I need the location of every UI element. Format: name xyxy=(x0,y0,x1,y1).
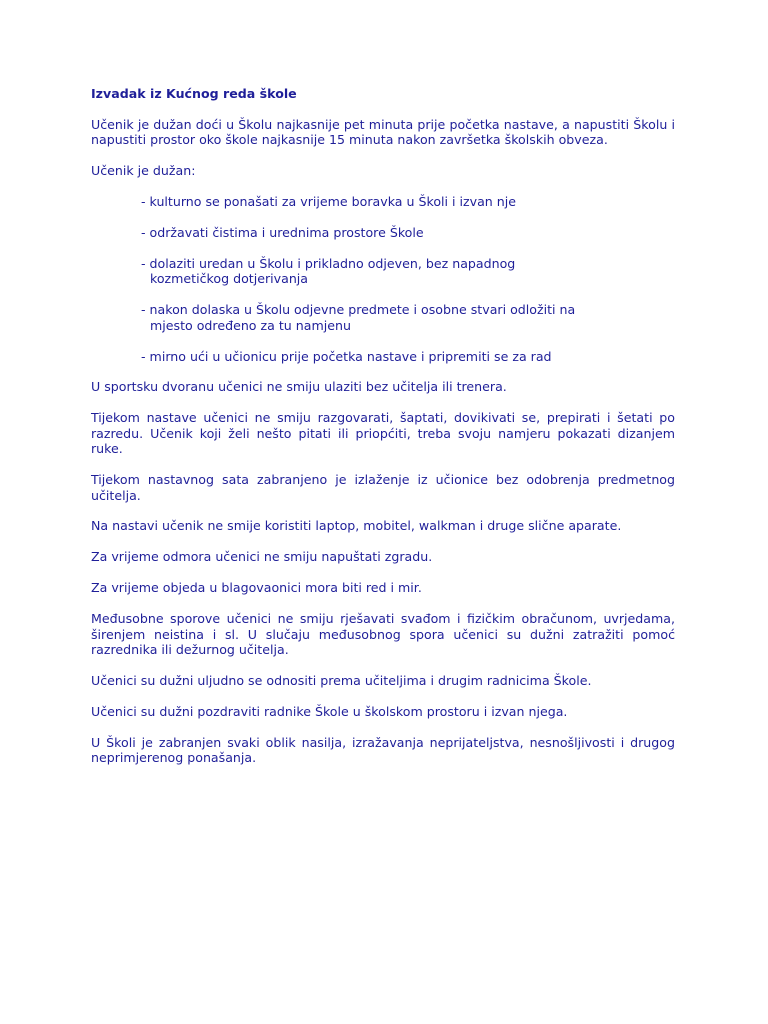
paragraph-sports-hall: U sportsku dvoranu učenici ne smiju ulaziti bez učitelja ili trenera. xyxy=(91,379,507,395)
list-item: - dolaziti uredan u Školu i prikladno odjeven, bez napadnog kozmetičkog dotjerivanja xyxy=(141,255,516,287)
document-page xyxy=(91,86,675,765)
paragraph-politeness: Učenici su dužni uljudno se odnositi prema učiteljima i drugim radnicima Škole. xyxy=(91,672,592,688)
paragraph-arrival: Učenik je dužan doći u Školu najkasnije pet minuta prije početka nastave, a napustiti Školu i napustiti prostor oko škole najkasnije 15 minuta nakon završetka školskih obveza. xyxy=(91,116,675,148)
paragraph-duties-intro: Učenik je dužan: xyxy=(91,163,196,179)
paragraph-devices: Na nastavi učenik ne smije koristiti laptop, mobitel, walkman i druge slične aparate. xyxy=(91,518,622,534)
paragraph-leaving-class: Tijekom nastavnog sata zabranjeno je izlaženje iz učionice bez odobrenja predmetnog učitelja. xyxy=(91,472,675,503)
list-item: - kulturno se ponašati za vrijeme boravka u Školi i izvan nje xyxy=(141,194,517,210)
paragraph-dining: Za vrijeme objeda u blagovaonici mora biti red i mir. xyxy=(91,580,422,596)
duties-list xyxy=(91,194,675,364)
paragraph-class-behavior: Tijekom nastave učenici ne smiju razgovarati, šaptati, dovikivati se, prepirati i šetati po razredu. Učenik koji želi nešto pitati ili priopćiti, treba svoju namjeru pokazati dizanjem ruke. xyxy=(91,410,675,457)
paragraph-greeting: Učenici su dužni pozdraviti radnike Škole u školskom prostoru i izvan njega. xyxy=(91,703,568,719)
list-item: - nakon dolaska u Školu odjevne predmete i osobne stvari odložiti na mjesto određeno za tu namjenu xyxy=(141,302,576,333)
paragraph-violence: U Školi je zabranjen svaki oblik nasilja, izražavanja neprijateljstva, nesnošljivosti i drugog neprimjerenog ponašanja. xyxy=(91,734,675,766)
list-item: - mirno ući u učionicu prije početka nastave i pripremiti se za rad xyxy=(141,348,552,364)
paragraph-break: Za vrijeme odmora učenici ne smiju napuštati zgradu. xyxy=(91,549,433,565)
paragraph-disputes: Međusobne sporove učenici ne smiju rješavati svađom i fizičkim obračunom, uvrjedama, širenjem neistina i sl. U slučaju međusobnog spora učenici su dužni zatražiti pomoć razrednika ili dežurnog učitelja. xyxy=(91,611,675,657)
list-item: - održavati čistima i urednima prostore Škole xyxy=(141,225,424,241)
document-title: Izvadak iz Kućnog reda škole xyxy=(91,86,297,101)
